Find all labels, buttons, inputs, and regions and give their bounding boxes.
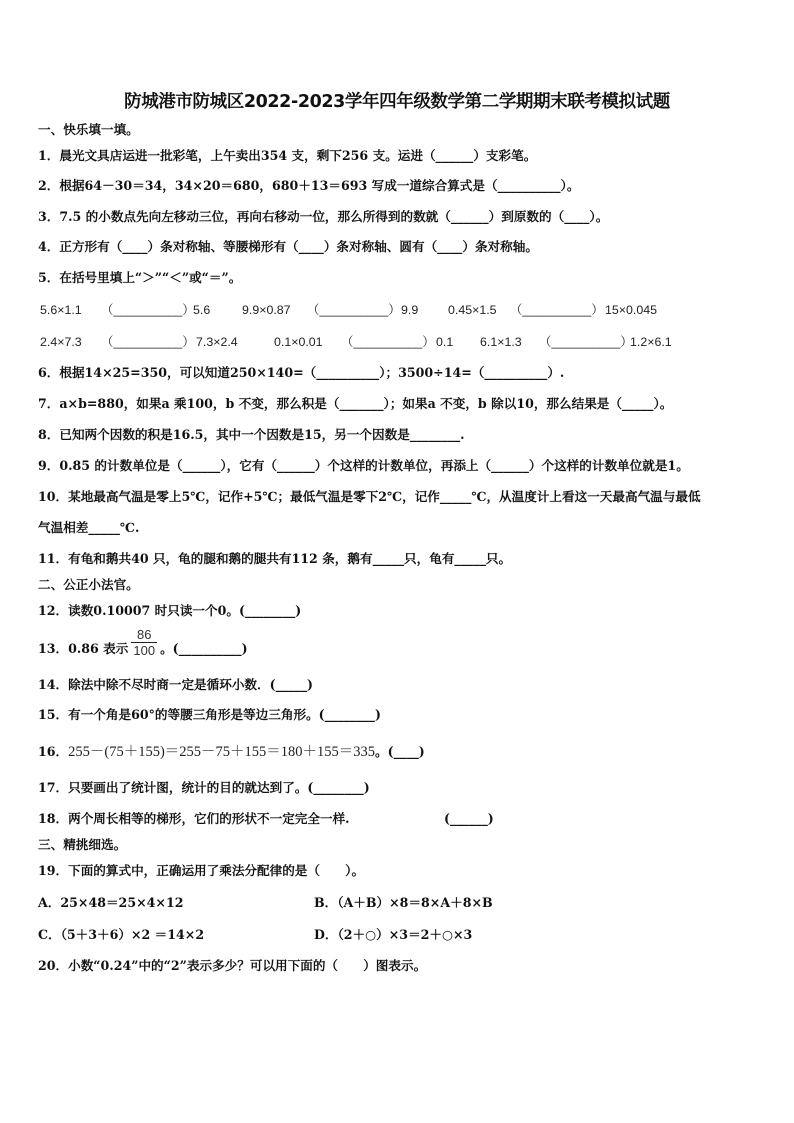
question-15: 15．有一个角是60°的等腰三角形是等边三角形。(________)	[38, 707, 381, 722]
option-a[interactable]: A．25×48＝25×4×12	[38, 895, 184, 910]
section-heading-1: 一、快乐填一填。	[38, 122, 139, 137]
comparison-left: 6.1×1.3	[480, 335, 522, 349]
question-10-line-1: 10．某地最高气温是零上5℃，记作+5℃；最低气温是零下2℃，记作_____℃，从温度计上看这一天最高气温与最低	[38, 489, 701, 504]
comparison-left: 0.1×0.01	[274, 335, 323, 349]
question-16-blank: 。(____)	[375, 744, 425, 759]
question-10-line-2: 气温相差_____℃.	[38, 520, 140, 535]
question-1: 1．晨光文具店运进一批彩笔，上午卖出354 支，剩下256 支。运进（______）支彩笔。	[38, 148, 537, 163]
question-4: 4．正方形有（____）条对称轴、等腰梯形有（____）条对称轴、圆有（____）条对称轴。	[38, 239, 538, 254]
comparison-blank[interactable]: （__________）	[510, 303, 604, 317]
question-18-text: 18．两个周长相等的梯形，它们的形状不一定完全一样.	[38, 811, 350, 826]
question-18	[38, 810, 350, 828]
question-12: 12．读数0.10007 时只读一个0。(________)	[38, 603, 302, 618]
question-9: 9．0.85 的计数单位是（______），它有（______）个这样的计数单位，再添上（______）个这样的计数单位就是1。	[38, 458, 689, 473]
comparison-left: 5.6×1.1	[40, 303, 82, 317]
question-2: 2．根据64－30＝34，34×20＝680，680＋13＝693 写成一道综合算式是（__________）。	[38, 178, 580, 193]
question-18-blank: (______)	[444, 811, 494, 826]
comparison-blank[interactable]: （__________）	[101, 335, 195, 349]
fraction-denominator: 100	[133, 643, 156, 658]
comparison-right: 7.3×2.4	[196, 335, 238, 349]
comparison-blank[interactable]: （__________）	[539, 335, 633, 349]
question-7: 7．a×b=880，如果a 乘100，b 不变，那么积是（_______）；如果a 不变，b 除以10，那么结果是（_____）。	[38, 396, 673, 411]
question-14: 14．除法中除不尽时商一定是循环小数．(_____)	[38, 677, 314, 692]
question-11: 11．有龟和鹅共40 只，龟的腿和鹅的腿共有112 条，鹅有_____只，龟有_____只。	[38, 551, 512, 566]
comparison-right: 1.2×6.1	[630, 335, 672, 349]
question-8: 8．已知两个因数的积是16.5，其中一个因数是15，另一个因数是________.	[38, 427, 465, 442]
question-13-blank: 。(__________)	[160, 641, 248, 656]
comparison-right: 15×0.045	[605, 303, 658, 317]
section-heading-3: 三、精挑细选。	[38, 837, 127, 852]
comparison-right: 0.1	[436, 335, 454, 349]
page-title: 防城港市防城区2022-2023学年四年级数学第二学期期末联考模拟试题	[124, 92, 670, 112]
comparison-right: 5.6	[193, 303, 211, 317]
question-13	[38, 627, 248, 658]
comparison-blank[interactable]: （__________）	[307, 303, 401, 317]
option-c[interactable]: C．（5＋3＋6）×2 ＝14×2	[38, 927, 205, 942]
comparison-blank[interactable]: （__________）	[101, 303, 195, 317]
question-6: 6．根据14×25=350，可以知道250×140=（__________）；3500÷14=（__________）.	[38, 365, 565, 380]
option-b[interactable]: B．（A＋B）×8＝8×A＋8×B	[314, 895, 493, 910]
question-17: 17．只要画出了统计图，统计的目的就达到了。(________)	[38, 780, 370, 795]
question-20: 20．小数“0.24”中的“2”表示多少？可以用下面的（ ）图表示。	[38, 958, 427, 973]
question-16	[38, 743, 425, 761]
comparison-left: 9.9×0.87	[242, 303, 291, 317]
question-19: 19．下面的算式中，正确运用了乘法分配律的是（ ）。	[38, 863, 365, 878]
fraction-numerator: 86	[131, 627, 157, 643]
question-5: 5．在括号里填上“＞”“＜”或“＝”。	[38, 270, 242, 285]
question-16-number: 16．	[38, 744, 69, 759]
question-13-text: 13．0.86 表示	[38, 641, 129, 656]
question-3: 3．7.5 的小数点先向左移动三位，再向右移动一位，那么所得到的数就（______）到原数的（____）。	[38, 209, 609, 224]
question-16-expression: 255－(75＋155)＝255－75＋155＝180＋155＝335	[68, 744, 376, 760]
option-d[interactable]: D．（2＋○）×3＝2＋○×3	[314, 927, 473, 942]
comparison-blank[interactable]: （__________）	[341, 335, 435, 349]
comparison-left: 0.45×1.5	[448, 303, 497, 317]
section-heading-2: 二、公正小法官。	[38, 577, 139, 592]
comparison-right: 9.9	[401, 303, 419, 317]
comparison-left: 2.4×7.3	[40, 335, 82, 349]
fraction	[131, 627, 157, 658]
